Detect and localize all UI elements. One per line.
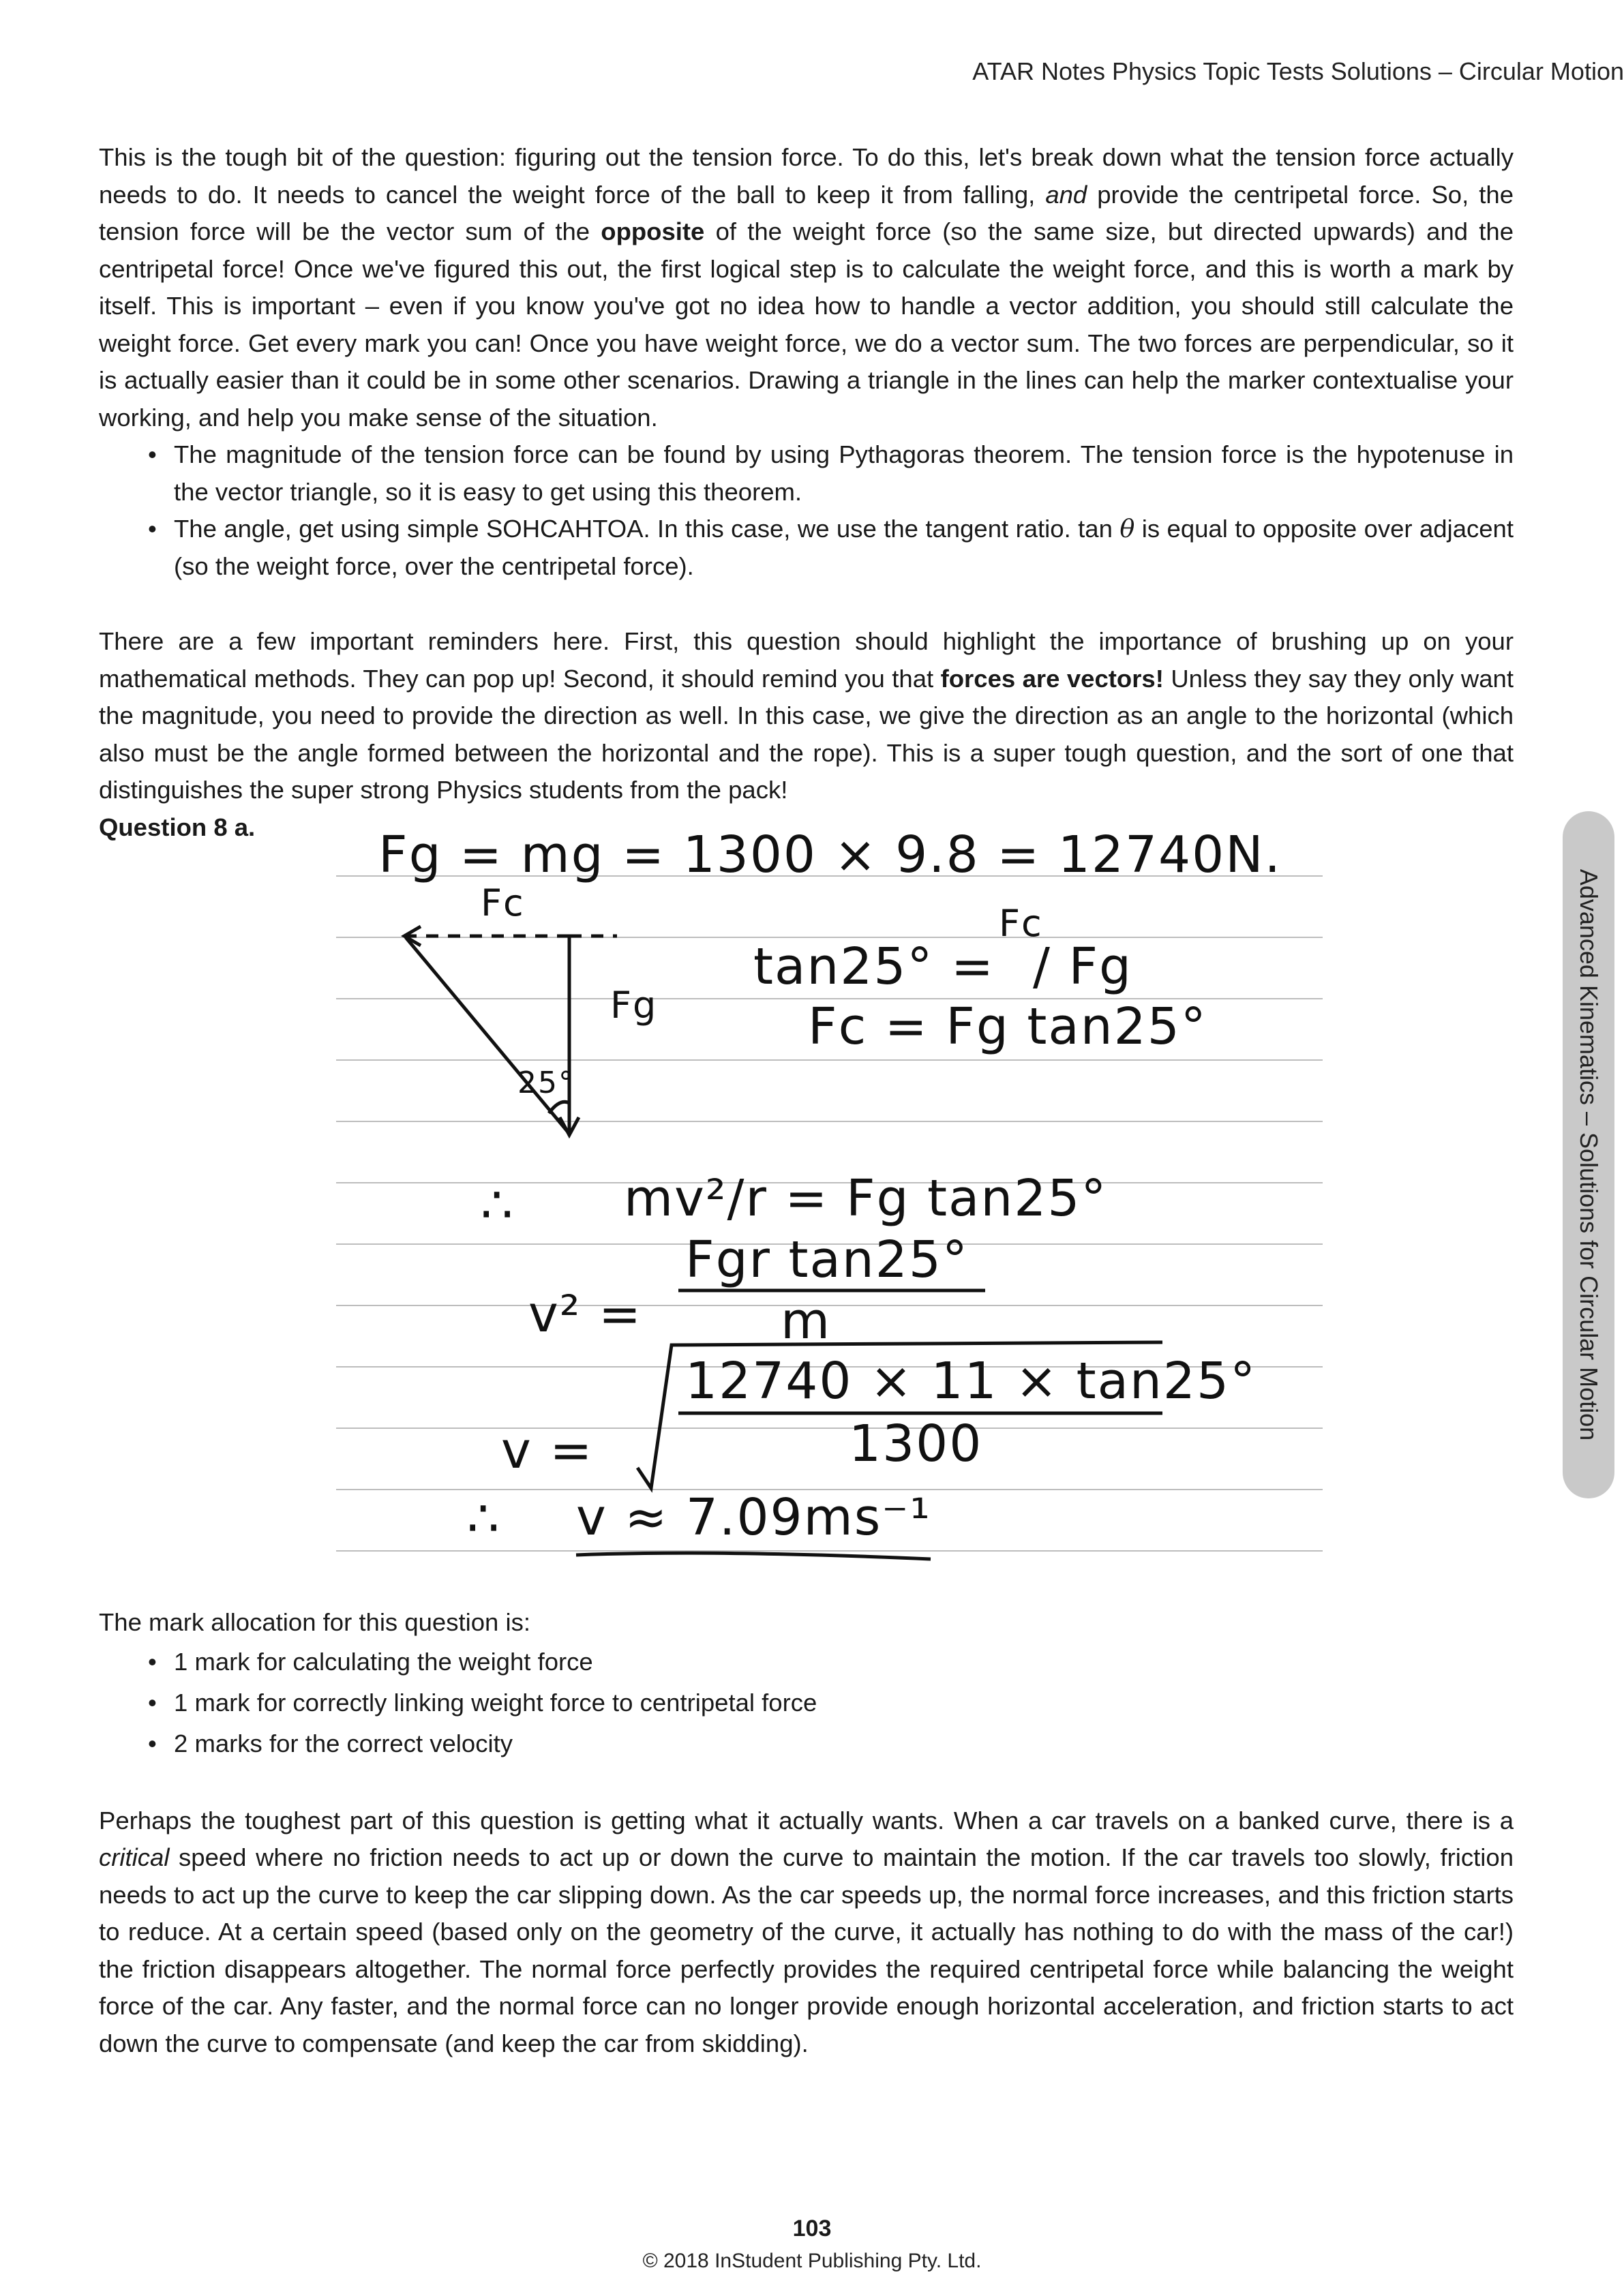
v-squared-denominator: m bbox=[781, 1292, 832, 1350]
text-run: Unless they say they only want the magnitude, you need to provide the direction as well. In this case, we give the direction as an angle to the horizontal (which also must be the angle formed between the horizontal and the rope). This is a super tough question, and the sort of one that distinguishes the super strong Physics students from the pack! bbox=[99, 664, 1514, 804]
therefore-symbol: ∴ bbox=[481, 1176, 515, 1235]
final-answer: v ≈ 7.09ms⁻¹ bbox=[576, 1488, 931, 1547]
v-lhs: v = bbox=[501, 1421, 594, 1480]
fg-vector-label: Fg bbox=[610, 984, 658, 1027]
text-run: There are a few important reminders here. First, this question should highlight the importance of brushing up on your mathematical methods. They can pop up! Second, it should remind you that bbox=[99, 627, 1514, 693]
question-heading: Question 8 a. bbox=[99, 813, 256, 841]
intro-bullet-list bbox=[99, 436, 1514, 585]
theta-symbol: θ bbox=[1119, 514, 1135, 543]
list-item: • 1 mark for correctly linking weight force to centripetal force bbox=[174, 1682, 1514, 1723]
intro-paragraph bbox=[99, 139, 1514, 436]
text-run: The angle, get using simple SOHCAHTOA. In this case, we use the tangent ratio. tan bbox=[174, 515, 1120, 543]
chapter-side-tab-label: Advanced Kinematics – Solutions for Circular Motion bbox=[1575, 868, 1603, 1441]
running-header: ATAR Notes Physics Topic Tests Solutions – Circular Motion bbox=[972, 57, 1624, 85]
text-run: speed where no friction needs to act up or down the curve to maintain the motion. If the car travels too slowly, friction needs to act up the curve to keep the car slipping down. As the car speeds up, the normal force increases, and this friction starts to reduce. At a certain speed (based only on the geometry of the curve, it actually has nothing to do with the mass of the car!) the friction disappears altogether. The normal force perfectly provides the required centripetal force while balancing the weight force of the car. Any faster, and the normal force can no longer provide enough horizontal acceleration, and friction starts to act down the curve to compensate (and keep the car from skidding). bbox=[99, 1843, 1514, 2057]
marks-heading: The mark allocation for this question is: bbox=[99, 1608, 530, 1636]
text-run: of the weight force (so the same size, but directed upwards) and the centripetal force! Once we've figured this out, the first logical step is to calculate the weight force, and this is worth a mark by itself. This is important – even if you know you've got no idea how to handle a vector addition, you should still calculate the weight force. Get every mark you can! Once you have weight force, we do a vector sum. The two forces are perpendicular, so it is actually easier than it could be in some other scenarios. Drawing a triangle in the lines can help the marker contextualise your working, and help you make sense of the situation. bbox=[99, 217, 1514, 432]
root-denominator: 1300 bbox=[849, 1415, 983, 1473]
weight-force-line: Fg = mg = 1300 × 9.8 = 12740N. bbox=[378, 826, 1282, 884]
tan-numerator: Fc bbox=[999, 902, 1043, 945]
copyright-notice: © 2018 InStudent Publishing Pty. Ltd. bbox=[642, 2250, 982, 2272]
handwritten-working bbox=[99, 813, 1514, 1604]
text-run: Perhaps the toughest part of this question is getting what it actually wants. When a car travels on a banked curve, there is a bbox=[99, 1806, 1514, 1834]
centripetal-equation: mv²/r = Fg tan25° bbox=[624, 1169, 1108, 1228]
therefore-symbol-final: ∴ bbox=[467, 1490, 501, 1548]
emphasis-and: and bbox=[1045, 180, 1087, 209]
fc-vector-label: Fc bbox=[481, 881, 525, 924]
list-item: • The magnitude of the tension force can be found by using Pythagoras theorem. The tension force is the hypotenuse in the vector triangle, so it is easy to get using this theorem. bbox=[174, 436, 1514, 511]
fc-equation: Fc = Fg tan25° bbox=[808, 997, 1207, 1056]
list-item: • 1 mark for calculating the weight force bbox=[174, 1642, 1514, 1682]
answer-underline bbox=[576, 1553, 931, 1559]
bold-forces-are-vectors: forces are vectors! bbox=[940, 664, 1164, 693]
list-item bbox=[174, 511, 1514, 585]
closing-paragraph bbox=[99, 1802, 1514, 2063]
handwriting-canvas bbox=[99, 813, 1514, 1604]
tan-equation-lhs: tan25° = bbox=[753, 937, 995, 996]
list-item: • 2 marks for the correct velocity bbox=[174, 1723, 1514, 1764]
v-squared-lhs: v² = bbox=[528, 1285, 642, 1344]
text-run: This is the tough bit of the question: figuring out the tension force. To do this, let's break down what the tension force actually needs to do. It needs to cancel the weight force of the ball to keep it from falling, bbox=[99, 143, 1514, 209]
text-run: is equal to opposite over adjacent (so the weight force, over the centripetal force). bbox=[174, 515, 1514, 580]
bold-opposite: opposite bbox=[601, 217, 705, 245]
page-number: 103 bbox=[792, 2216, 832, 2241]
angle-label: 25° bbox=[517, 1066, 575, 1100]
page-content bbox=[99, 139, 1514, 2062]
root-numerator: 12740 × 11 × tan25° bbox=[685, 1352, 1257, 1410]
text-run: provide the centripetal force. So, the tension force will be the vector sum of the bbox=[99, 180, 1514, 245]
reminders-paragraph bbox=[99, 623, 1514, 809]
tan-denominator: / Fg bbox=[1033, 937, 1132, 996]
emphasis-critical: critical bbox=[99, 1843, 170, 1871]
v-squared-numerator: Fgr tan25° bbox=[685, 1230, 969, 1289]
vector-triangle bbox=[404, 926, 617, 1135]
marks-list bbox=[99, 1642, 1514, 1764]
